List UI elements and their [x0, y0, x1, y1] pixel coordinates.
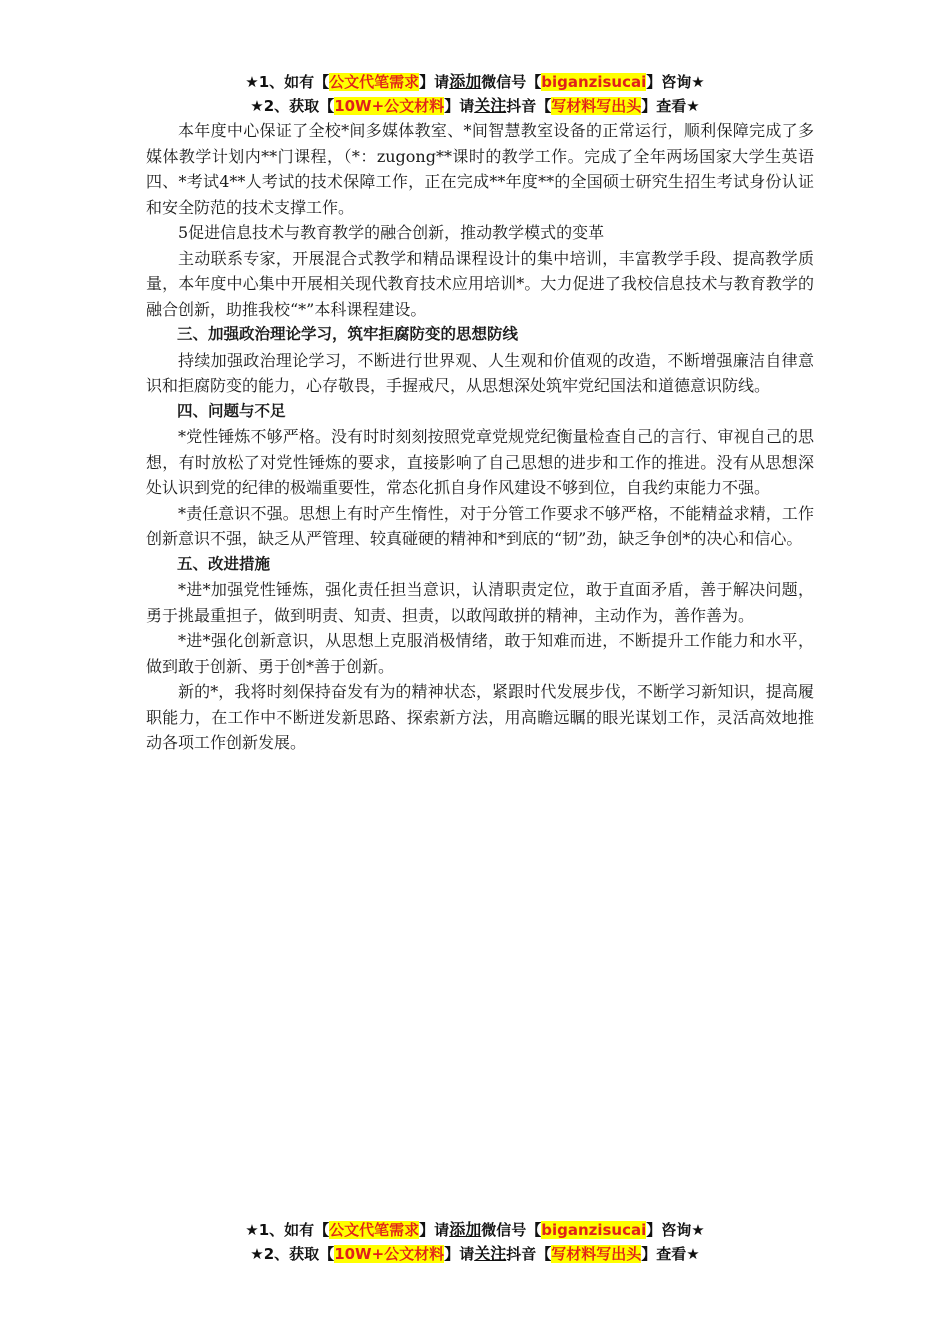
promo-wechat-id: biganzisucai: [541, 73, 647, 91]
promo-text: 抖音【: [506, 1245, 552, 1263]
paragraph: 本年度中心保证了全校*间多媒体教室、*间智慧教室设备的正常运行，顺利保障完成了多媒体教学计划内**门课程，（*：zugong**课时的教学工作。完成了全年两场国家大学生英语四、*考试4**人考试的技术保障工作，正在完成**年度**的全国硕士研究生招生考试身份认证和安全防范的技术支撑工作。: [146, 121, 814, 217]
promo-text: 】请: [419, 73, 450, 91]
paragraph: 主动联系专家，开展混合式教学和精品课程设计的集中培训，丰富教学手段、提高教学质量，本年度中心集中开展相关现代教育技术应用培训*。大力促进了我校信息技术与教育教学的融合创新，助推我校“*”本科课程建设。: [146, 248, 814, 319]
document-body: [146, 118, 814, 756]
paragraph: *党性锤炼不够严格。没有时时刻刻按照党章党规党纪衡量检查自己的言行、审视自己的思想，有时放松了对党性锤炼的要求，直接影响了自己思想的进步和工作的推进。没有从思想深处认识到党的纪律的极端重要性，常态化抓自身作风建设不够到位，自我约束能力不强。: [146, 427, 814, 497]
section-heading: 三、加强政治理论学习，筑牢拒腐防变的思想防线: [177, 325, 519, 343]
promo-text: ★2、获取【: [250, 1245, 335, 1263]
promo-header: [0, 70, 950, 118]
promo-text: 】查看★: [641, 97, 700, 115]
promo-wechat-id: biganzisucai: [541, 1221, 647, 1239]
promo-highlight: 公文代笔需求: [329, 1221, 420, 1239]
promo-line-2: [0, 94, 950, 118]
promo-text: 】咨询★: [646, 1221, 705, 1239]
promo-text: 微信号【: [481, 1221, 542, 1239]
promo-douyin-id: 写材料写出头: [551, 1245, 642, 1263]
promo-highlight: 10W+公文材料: [334, 97, 445, 115]
promo-text: ★1、如有【: [245, 73, 330, 91]
promo-highlight: 10W+公文材料: [334, 1245, 445, 1263]
promo-text: ★2、获取【: [250, 97, 335, 115]
promo-line-1: [0, 70, 950, 94]
promo-text: 】查看★: [641, 1245, 700, 1263]
promo-line-2: [0, 1242, 950, 1266]
paragraph: *进*强化创新意识，从思想上克服消极情绪，敢于知难而进，不断提升工作能力和水平，做到敢于创新、勇于创*善于创新。: [146, 631, 814, 676]
section-heading: 五、改进措施: [177, 554, 271, 573]
promo-text: 】请: [444, 1245, 475, 1263]
promo-text: 】请: [444, 97, 475, 115]
promo-underline: 添加: [449, 72, 482, 91]
promo-text: ★1、如有【: [245, 1221, 330, 1239]
promo-douyin-id: 写材料写出头: [551, 97, 642, 115]
promo-line-1: [0, 1218, 950, 1242]
paragraph: 持续加强政治理论学习，不断进行世界观、人生观和价值观的改造，不断增强廉洁自律意识和拒腐防变的能力，心存敬畏，手握戒尺，从思想深处筑牢党纪国法和道德意识防线。: [146, 350, 814, 395]
promo-text: 】请: [419, 1221, 450, 1239]
paragraph: *进*加强党性锤炼，强化责任担当意识，认清职责定位，敢于直面矛盾，善于解决问题，勇于挑最重担子，做到明责、知责、担责，以敢闯敢拼的精神，主动作为，善作善为。: [146, 580, 814, 625]
promo-underline: 关注: [474, 96, 507, 115]
promo-underline: 添加: [449, 1220, 482, 1239]
promo-highlight: 公文代笔需求: [329, 73, 420, 91]
paragraph: 新的*，我将时刻保持奋发有为的精神状态，紧跟时代发展步伐，不断学习新知识，提高履职能力，在工作中不断迸发新思路、探索新方法，用高瞻远瞩的眼光谋划工作，灵活高效地推动各项工作创新发展。: [146, 682, 814, 752]
promo-text: 微信号【: [481, 73, 542, 91]
promo-text: 】咨询★: [646, 73, 705, 91]
promo-text: 抖音【: [506, 97, 552, 115]
section-heading: 四、问题与不足: [177, 401, 286, 420]
paragraph: *责任意识不强。思想上有时产生惰性，对于分管工作要求不够严格，不能精益求精，工作创新意识不强，缺乏从严管理、较真碰硬的精神和*到底的“韧”劲，缺乏争创*的决心和信心。: [146, 503, 814, 548]
promo-footer: [0, 1218, 950, 1266]
promo-underline: 关注: [474, 1244, 507, 1263]
paragraph: 5促进信息技术与教育教学的融合创新，推动教学模式的变革: [178, 223, 605, 242]
